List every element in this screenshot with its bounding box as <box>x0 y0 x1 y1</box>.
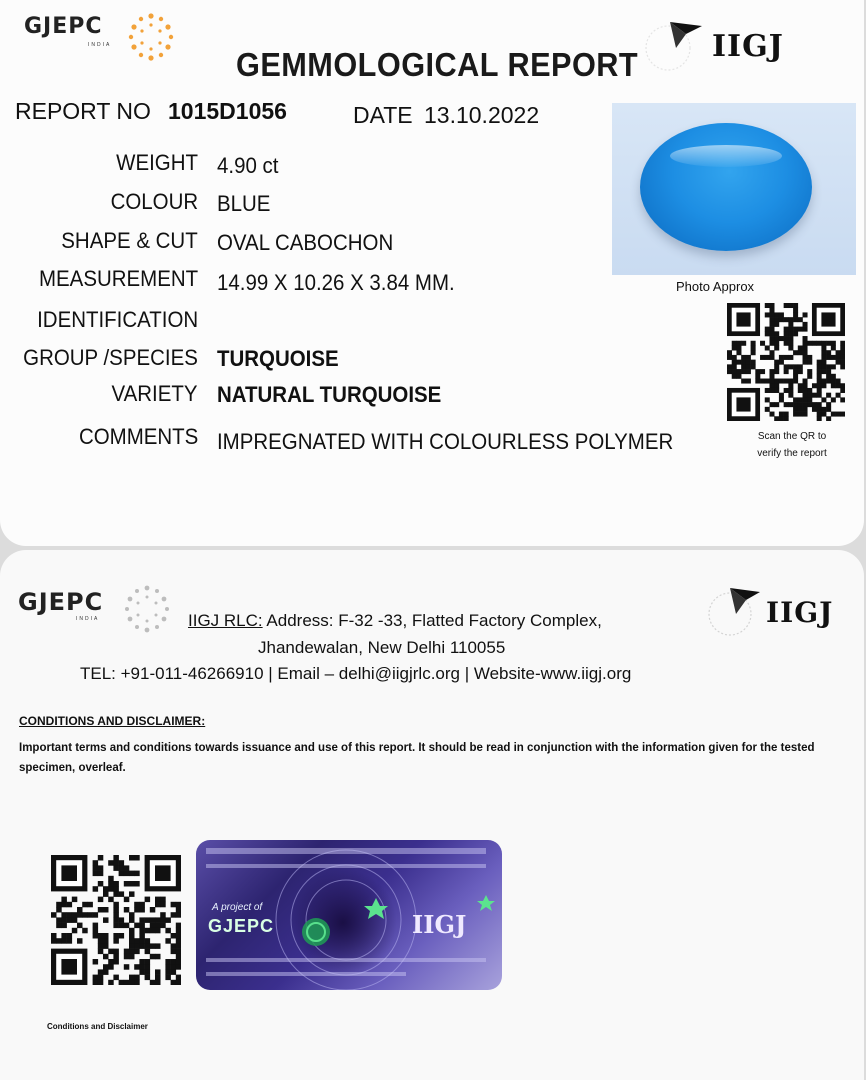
iigj-logo <box>640 18 784 74</box>
field-value-variety: NATURAL TURQUOISE <box>217 382 442 407</box>
field-value-shape-cut: OVAL CABOCHON <box>217 230 394 255</box>
report-title: GEMMOLOGICAL REPORT <box>236 46 639 83</box>
gjepc-logo-subtext: INDIA <box>88 42 112 48</box>
iigj-logo-back-text: IIGJ <box>766 595 834 629</box>
conditions-qr-caption: Conditions and Disclaimer <box>47 1022 148 1031</box>
field-value-comments: IMPREGNATED WITH COLOURLESS POLYMER <box>217 429 674 454</box>
lab-address-text: Address: F-32 -33, Flatted Factory Complex, <box>266 611 602 630</box>
field-label-comments: COMMENTS <box>78 424 198 449</box>
hologram-project-text: A project of <box>212 902 263 913</box>
gjepc-burst-icon <box>124 10 178 64</box>
gjepc-logo-back-text: GJEPC <box>18 588 104 616</box>
field-label-weight: WEIGHT <box>116 150 198 175</box>
date-value: 13.10.2022 <box>424 102 540 128</box>
gjepc-logo <box>24 14 112 48</box>
lab-contact-line: TEL: +91-011-46266910 | Email – delhi@iigjrlc.org | Website-www.iigj.org <box>80 664 632 683</box>
field-label-shape-cut: SHAPE & CUT <box>61 228 198 253</box>
field-label-identification: IDENTIFICATION <box>36 307 198 332</box>
iigj-emblem-icon <box>640 18 710 74</box>
conditions-qr-code[interactable] <box>51 855 181 985</box>
conditions-heading: CONDITIONS AND DISCLAIMER: <box>19 714 206 728</box>
qr-caption-line2: verify the report <box>757 448 827 459</box>
lab-address-label: IIGJ RLC: <box>188 611 263 630</box>
gjepc-burst-back-icon <box>120 582 174 636</box>
iigj-logo-text: IIGJ <box>712 28 784 64</box>
report-no-label: REPORT NO <box>15 98 151 124</box>
report-no-value: 1015D1056 <box>168 98 287 124</box>
turquoise-cabochon-image <box>640 123 812 251</box>
field-value-weight: 4.90 ct <box>217 153 279 178</box>
verify-qr-code[interactable] <box>727 303 845 421</box>
field-label-measurement: MEASUREMENT <box>38 266 198 291</box>
qr-caption <box>736 428 848 462</box>
gjepc-logo-back <box>18 588 104 622</box>
security-hologram <box>196 840 502 990</box>
qr-caption-line1: Scan the QR to <box>757 431 827 442</box>
photo-caption: Photo Approx <box>676 279 755 294</box>
field-value-colour: BLUE <box>217 191 271 216</box>
field-label-group-species: GROUP /SPECIES <box>23 345 198 370</box>
hologram-iigj-text: IIGJ <box>412 910 467 939</box>
hologram-gjepc-text: GJEPC <box>208 916 275 936</box>
iigj-emblem-back-icon <box>704 584 766 640</box>
conditions-text: Important terms and conditions towards issuance and use of this report. It should be read in conjunction with the information given for the tested specimen, overleaf. <box>19 742 815 774</box>
date-label: DATE <box>353 102 413 128</box>
gjepc-logo-text: GJEPC <box>24 14 103 39</box>
field-value-group-species: TURQUOISE <box>217 346 339 371</box>
field-value-measurement: 14.99 X 10.26 X 3.84 MM. <box>217 270 455 295</box>
gem-highlight <box>670 145 782 167</box>
field-label-colour: COLOUR <box>110 189 198 214</box>
iigj-logo-back <box>704 584 833 640</box>
gem-photo <box>612 103 856 275</box>
field-label-variety: VARIETY <box>111 381 198 406</box>
report-card-back <box>0 550 864 1080</box>
lab-address-line1 <box>188 611 602 631</box>
gjepc-logo-back-subtext: INDIA <box>76 616 100 622</box>
lab-address-line2: Jhandewalan, New Delhi 110055 <box>258 638 506 657</box>
